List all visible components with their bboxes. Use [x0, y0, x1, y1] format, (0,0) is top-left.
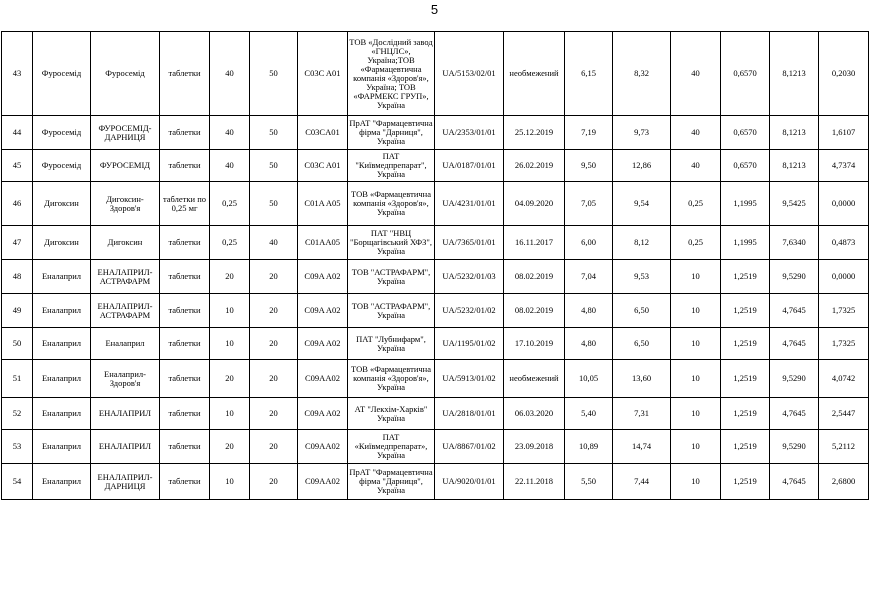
cell-ddd: 10 [671, 260, 721, 294]
cell-registration-date: необмежений [504, 360, 565, 398]
cell-trade-name: Дигоксин-Здоров'я [91, 182, 160, 226]
cell-quantity: 20 [250, 328, 298, 360]
cell-atc-code: C03C A01 [298, 150, 348, 182]
cell-form: таблетки [160, 398, 210, 430]
cell-col-15: 4,7645 [770, 398, 819, 430]
cell-form: таблетки [160, 328, 210, 360]
cell-atc-code: C01AA05 [298, 226, 348, 260]
cell-row-number: 43 [2, 32, 33, 116]
cell-form: таблетки [160, 294, 210, 328]
cell-price-1: 6,15 [565, 32, 613, 116]
cell-registration-date: необмежений [504, 32, 565, 116]
cell-trade-name: Еналаприл [91, 328, 160, 360]
cell-form: таблетки [160, 116, 210, 150]
cell-col-15: 9,5290 [770, 260, 819, 294]
cell-col-14: 1,1995 [721, 226, 770, 260]
cell-quantity: 20 [250, 430, 298, 464]
cell-dose: 40 [210, 116, 250, 150]
cell-manufacturer: ПрАТ "Фармацевтична фірма "Дарниця", Україна [348, 116, 435, 150]
cell-manufacturer: ПАТ «Київмедпрепарат», Україна [348, 430, 435, 464]
cell-inn: Дигоксин [33, 226, 91, 260]
cell-price-2: 8,12 [613, 226, 671, 260]
cell-col-15: 8,1213 [770, 150, 819, 182]
cell-atc-code: C09AA02 [298, 464, 348, 500]
cell-price-2: 13,60 [613, 360, 671, 398]
cell-registration-number: UA/8867/01/02 [435, 430, 504, 464]
cell-registration-number: UA/2818/01/01 [435, 398, 504, 430]
cell-registration-date: 04.09.2020 [504, 182, 565, 226]
table-row [2, 360, 869, 398]
cell-atc-code: C03C A01 [298, 32, 348, 116]
cell-trade-name: ЕНАЛАПРИЛ [91, 430, 160, 464]
cell-col-14: 1,2519 [721, 464, 770, 500]
cell-registration-date: 16.11.2017 [504, 226, 565, 260]
cell-row-number: 51 [2, 360, 33, 398]
cell-col-15: 9,5290 [770, 360, 819, 398]
cell-registration-date: 17.10.2019 [504, 328, 565, 360]
cell-row-number: 50 [2, 328, 33, 360]
cell-quantity: 20 [250, 464, 298, 500]
cell-trade-name: Фуросемід [91, 32, 160, 116]
cell-inn: Еналаприл [33, 260, 91, 294]
cell-price-1: 5,50 [565, 464, 613, 500]
cell-quantity: 50 [250, 116, 298, 150]
cell-trade-name: Еналаприл-Здоров'я [91, 360, 160, 398]
page-number: 5 [430, 2, 439, 17]
cell-col-15: 4,7645 [770, 464, 819, 500]
cell-atc-code: C09A A02 [298, 398, 348, 430]
cell-price-1: 4,80 [565, 328, 613, 360]
cell-row-number: 49 [2, 294, 33, 328]
cell-manufacturer: ТОВ "АСТРАФАРМ", Україна [348, 260, 435, 294]
cell-ddd: 10 [671, 360, 721, 398]
cell-price-1: 4,80 [565, 294, 613, 328]
cell-price-1: 5,40 [565, 398, 613, 430]
cell-registration-date: 06.03.2020 [504, 398, 565, 430]
cell-form: таблетки [160, 430, 210, 464]
cell-price-1: 6,00 [565, 226, 613, 260]
cell-manufacturer: ПрАТ "Фармацевтична фірма "Дарниця", Україна [348, 464, 435, 500]
cell-col-16: 4,0742 [819, 360, 869, 398]
cell-form: таблетки по 0,25 мг [160, 182, 210, 226]
cell-col-16: 4,7374 [819, 150, 869, 182]
cell-registration-number: UA/1195/01/02 [435, 328, 504, 360]
cell-registration-date: 23.09.2018 [504, 430, 565, 464]
cell-price-2: 12,86 [613, 150, 671, 182]
cell-price-1: 7,05 [565, 182, 613, 226]
cell-col-16: 0,0000 [819, 260, 869, 294]
cell-dose: 40 [210, 32, 250, 116]
cell-trade-name: ЕНАЛАПРИЛ-АСТРАФАРМ [91, 294, 160, 328]
cell-col-16: 0,4873 [819, 226, 869, 260]
cell-manufacturer: ПАТ "НВЦ "Борщагівський ХФЗ", Україна [348, 226, 435, 260]
cell-inn: Еналаприл [33, 464, 91, 500]
cell-col-14: 0,6570 [721, 150, 770, 182]
cell-col-14: 1,2519 [721, 398, 770, 430]
cell-price-2: 7,31 [613, 398, 671, 430]
cell-row-number: 48 [2, 260, 33, 294]
cell-quantity: 20 [250, 398, 298, 430]
cell-trade-name: ЕНАЛАПРИЛ-АСТРАФАРМ [91, 260, 160, 294]
cell-col-15: 4,7645 [770, 294, 819, 328]
cell-registration-number: UA/5913/01/02 [435, 360, 504, 398]
cell-col-16: 2,5447 [819, 398, 869, 430]
cell-price-2: 9,73 [613, 116, 671, 150]
cell-atc-code: C09AA02 [298, 430, 348, 464]
cell-col-15: 8,1213 [770, 116, 819, 150]
cell-quantity: 50 [250, 150, 298, 182]
cell-col-14: 0,6570 [721, 116, 770, 150]
cell-form: таблетки [160, 464, 210, 500]
cell-inn: Фуросемід [33, 32, 91, 116]
cell-manufacturer: ПАТ "Київмедпрепарат", Україна [348, 150, 435, 182]
cell-ddd: 10 [671, 398, 721, 430]
cell-registration-date: 08.02.2019 [504, 294, 565, 328]
cell-dose: 40 [210, 150, 250, 182]
cell-row-number: 44 [2, 116, 33, 150]
table-row [2, 464, 869, 500]
cell-col-15: 4,7645 [770, 328, 819, 360]
table-row [2, 32, 869, 116]
cell-registration-number: UA/0187/01/01 [435, 150, 504, 182]
cell-ddd: 40 [671, 32, 721, 116]
table-row [2, 260, 869, 294]
cell-inn: Еналаприл [33, 328, 91, 360]
cell-col-15: 7,6340 [770, 226, 819, 260]
cell-trade-name: ФУРОСЕМІД-ДАРНИЦЯ [91, 116, 160, 150]
cell-registration-number: UA/2353/01/01 [435, 116, 504, 150]
cell-row-number: 45 [2, 150, 33, 182]
cell-col-14: 1,2519 [721, 430, 770, 464]
cell-dose: 20 [210, 360, 250, 398]
cell-form: таблетки [160, 360, 210, 398]
cell-dose: 10 [210, 398, 250, 430]
cell-registration-date: 26.02.2019 [504, 150, 565, 182]
cell-col-15: 8,1213 [770, 32, 819, 116]
cell-trade-name: Дигоксин [91, 226, 160, 260]
cell-manufacturer: ТОВ "АСТРАФАРМ", Україна [348, 294, 435, 328]
cell-price-2: 9,53 [613, 260, 671, 294]
drug-price-table [1, 31, 869, 500]
cell-col-16: 5,2112 [819, 430, 869, 464]
table-row [2, 430, 869, 464]
cell-form: таблетки [160, 260, 210, 294]
cell-inn: Еналаприл [33, 360, 91, 398]
cell-col-16: 1,6107 [819, 116, 869, 150]
cell-col-16: 0,0000 [819, 182, 869, 226]
cell-col-14: 0,6570 [721, 32, 770, 116]
cell-quantity: 20 [250, 294, 298, 328]
cell-ddd: 10 [671, 430, 721, 464]
cell-form: таблетки [160, 32, 210, 116]
cell-quantity: 20 [250, 360, 298, 398]
cell-ddd: 40 [671, 116, 721, 150]
table-row [2, 398, 869, 430]
cell-atc-code: C09A A02 [298, 260, 348, 294]
cell-col-16: 0,2030 [819, 32, 869, 116]
cell-registration-number: UA/7365/01/01 [435, 226, 504, 260]
cell-manufacturer: ТОВ «Дослідний завод «ГНЦЛС», Україна;ТОВ «Фармацевтична компанія «Здоров'я», Україна; ТОВ «ФАРМЕКС ГРУП», Україна [348, 32, 435, 116]
cell-col-15: 9,5290 [770, 430, 819, 464]
cell-col-14: 1,1995 [721, 182, 770, 226]
cell-row-number: 54 [2, 464, 33, 500]
cell-atc-code: C09A A02 [298, 328, 348, 360]
cell-price-1: 7,19 [565, 116, 613, 150]
cell-manufacturer: ПАТ "Лубнифарм", Україна [348, 328, 435, 360]
table-row [2, 328, 869, 360]
cell-ddd: 0,25 [671, 226, 721, 260]
cell-registration-number: UA/9020/01/01 [435, 464, 504, 500]
cell-inn: Фуросемід [33, 150, 91, 182]
cell-registration-number: UA/5232/01/03 [435, 260, 504, 294]
cell-col-15: 9,5425 [770, 182, 819, 226]
cell-dose: 10 [210, 328, 250, 360]
cell-row-number: 53 [2, 430, 33, 464]
cell-price-2: 8,32 [613, 32, 671, 116]
cell-price-1: 7,04 [565, 260, 613, 294]
cell-trade-name: ФУРОСЕМІД [91, 150, 160, 182]
cell-dose: 10 [210, 294, 250, 328]
cell-col-14: 1,2519 [721, 360, 770, 398]
cell-registration-date: 22.11.2018 [504, 464, 565, 500]
cell-registration-number: UA/5153/02/01 [435, 32, 504, 116]
cell-inn: Еналаприл [33, 430, 91, 464]
cell-manufacturer: АТ "Лекхім-Харків" Україна [348, 398, 435, 430]
cell-atc-code: C03CA01 [298, 116, 348, 150]
cell-col-16: 1,7325 [819, 294, 869, 328]
table-row [2, 150, 869, 182]
cell-col-14: 1,2519 [721, 294, 770, 328]
cell-col-16: 1,7325 [819, 328, 869, 360]
cell-dose: 10 [210, 464, 250, 500]
cell-price-1: 10,89 [565, 430, 613, 464]
cell-dose: 20 [210, 430, 250, 464]
cell-price-2: 9,54 [613, 182, 671, 226]
cell-trade-name: ЕНАЛАПРИЛ-ДАРНИЦЯ [91, 464, 160, 500]
cell-quantity: 40 [250, 226, 298, 260]
cell-ddd: 10 [671, 294, 721, 328]
cell-price-2: 7,44 [613, 464, 671, 500]
cell-inn: Дигоксин [33, 182, 91, 226]
cell-quantity: 50 [250, 32, 298, 116]
cell-ddd: 40 [671, 150, 721, 182]
cell-price-1: 10,05 [565, 360, 613, 398]
cell-price-2: 6,50 [613, 328, 671, 360]
cell-atc-code: C09A A02 [298, 294, 348, 328]
cell-inn: Еналаприл [33, 398, 91, 430]
cell-inn: Фуросемід [33, 116, 91, 150]
cell-atc-code: C01A A05 [298, 182, 348, 226]
cell-ddd: 10 [671, 328, 721, 360]
cell-registration-date: 08.02.2019 [504, 260, 565, 294]
cell-inn: Еналаприл [33, 294, 91, 328]
cell-trade-name: ЕНАЛАПРИЛ [91, 398, 160, 430]
cell-col-14: 1,2519 [721, 260, 770, 294]
cell-quantity: 50 [250, 182, 298, 226]
cell-row-number: 52 [2, 398, 33, 430]
cell-quantity: 20 [250, 260, 298, 294]
cell-form: таблетки [160, 226, 210, 260]
cell-ddd: 0,25 [671, 182, 721, 226]
cell-price-1: 9,50 [565, 150, 613, 182]
cell-col-16: 2,6800 [819, 464, 869, 500]
cell-dose: 0,25 [210, 226, 250, 260]
table-row [2, 226, 869, 260]
cell-row-number: 46 [2, 182, 33, 226]
table-row [2, 294, 869, 328]
cell-registration-date: 25.12.2019 [504, 116, 565, 150]
cell-dose: 20 [210, 260, 250, 294]
cell-row-number: 47 [2, 226, 33, 260]
cell-col-14: 1,2519 [721, 328, 770, 360]
cell-price-2: 6,50 [613, 294, 671, 328]
cell-atc-code: C09AA02 [298, 360, 348, 398]
cell-registration-number: UA/4231/01/01 [435, 182, 504, 226]
cell-registration-number: UA/5232/01/02 [435, 294, 504, 328]
cell-form: таблетки [160, 150, 210, 182]
cell-ddd: 10 [671, 464, 721, 500]
cell-manufacturer: ТОВ «Фармацевтична компанія «Здоров'я», Україна [348, 360, 435, 398]
table-row [2, 182, 869, 226]
cell-dose: 0,25 [210, 182, 250, 226]
cell-manufacturer: ТОВ «Фармацевтична компанія «Здоров'я», Україна [348, 182, 435, 226]
table-row [2, 116, 869, 150]
cell-price-2: 14,74 [613, 430, 671, 464]
